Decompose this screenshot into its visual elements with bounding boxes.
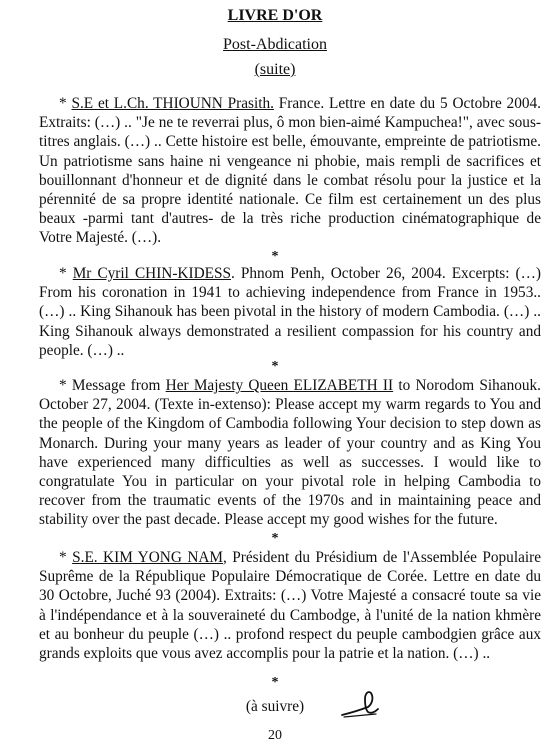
entry-text: , Président du Présidium de l'Assemblée Populaire Suprême de la République Populaire Démocratique de Corée. Lettre en date du 30 Octobre, Juché 93 (2004). Extraits: (…) Votre Majesté a consacré toute sa vie à l'indépendance et à la souveraineté du Cambodge, à l'unité de la nation khmère et au bonheur du peuple (…) .. profond respect du peuple cambodgien grâce aux grands exploits que vous avez accomplis pour la patrie et la nation. (…) .. <box>39 549 541 663</box>
entry-chin-kidess <box>39 264 541 360</box>
page-number: 20 <box>268 728 282 743</box>
entry-author: Mr Cyril CHIN-KIDESS <box>72 265 231 282</box>
separator-star: * <box>271 675 279 690</box>
entry-lead: * Message from <box>59 377 166 394</box>
page-subtitle: Post-Abdication <box>223 36 327 53</box>
entry-text: France. Lettre en date du 5 Octobre 2004. Extraits: (…) .. "Je ne te reverrai plus, ô mon bien-aimé Kampuchea!", avec sous-titres anglais. (…) .. Cette histoire est belle, émouvante, empreinte de patriotisme. Un patriotisme sans haine ni vengeance ni phobie, mais rempli de sacrifices et bouillonnant d'honneur et de dignité dans le combat résolu pour la justice et la pérennité de sa propre identité nationale. Ce film est certainement un des plus beaux -parmi tant d'autres- de la très riche production cinématographique de Votre Majesté. (…). <box>39 95 541 247</box>
entry-author: Her Majesty Queen ELIZABETH II <box>165 377 394 394</box>
signature-icon <box>338 688 382 720</box>
entry-author: S.E et L.Ch. THIOUNN Prasith. <box>71 95 274 112</box>
entry-author: S.E. KIM YONG NAM <box>72 549 224 566</box>
entry-lead: * <box>59 265 73 282</box>
entry-lead: * <box>59 95 72 112</box>
entry-lead: * <box>59 549 73 566</box>
to-be-continued: (à suivre) <box>245 698 305 715</box>
separator-star: * <box>271 531 279 546</box>
entry-text: to Norodom Sihanouk. October 27, 2004. (Texte in-extenso): Please accept my warm regards to You and the people of the Kingdom of Cambodia following Your decision to step down as Monarch. During your many years as leader of your country and as King You have experienced many difficulties as well as successes. I would like to congratulate You in particular on your pivotal role in helping Cambodia to recover from the traumatic events of the 1970s and in maintaining peace and stability over the past decade. Please accept my good wishes for the future. <box>39 377 541 529</box>
continued-label: (suite) <box>254 61 296 78</box>
separator-star: * <box>271 249 279 264</box>
page-title: LIVRE D'OR <box>227 7 323 24</box>
entry-thiounn <box>39 94 541 248</box>
entry-elizabeth <box>39 376 541 530</box>
entry-text: . Phnom Penh, October 26, 2004. Excerpts: (…) From his coronation in 1941 to achieving independence from France in 1953.. (…) .. King Sihanouk has been pivotal in the history of modern Cambodia. (…) .. King Sihanouk always demonstrated a resilient compassion for his country and people. (…) .. <box>39 265 541 359</box>
separator-star: * <box>271 359 279 374</box>
entry-kim-yong-nam <box>39 548 541 663</box>
